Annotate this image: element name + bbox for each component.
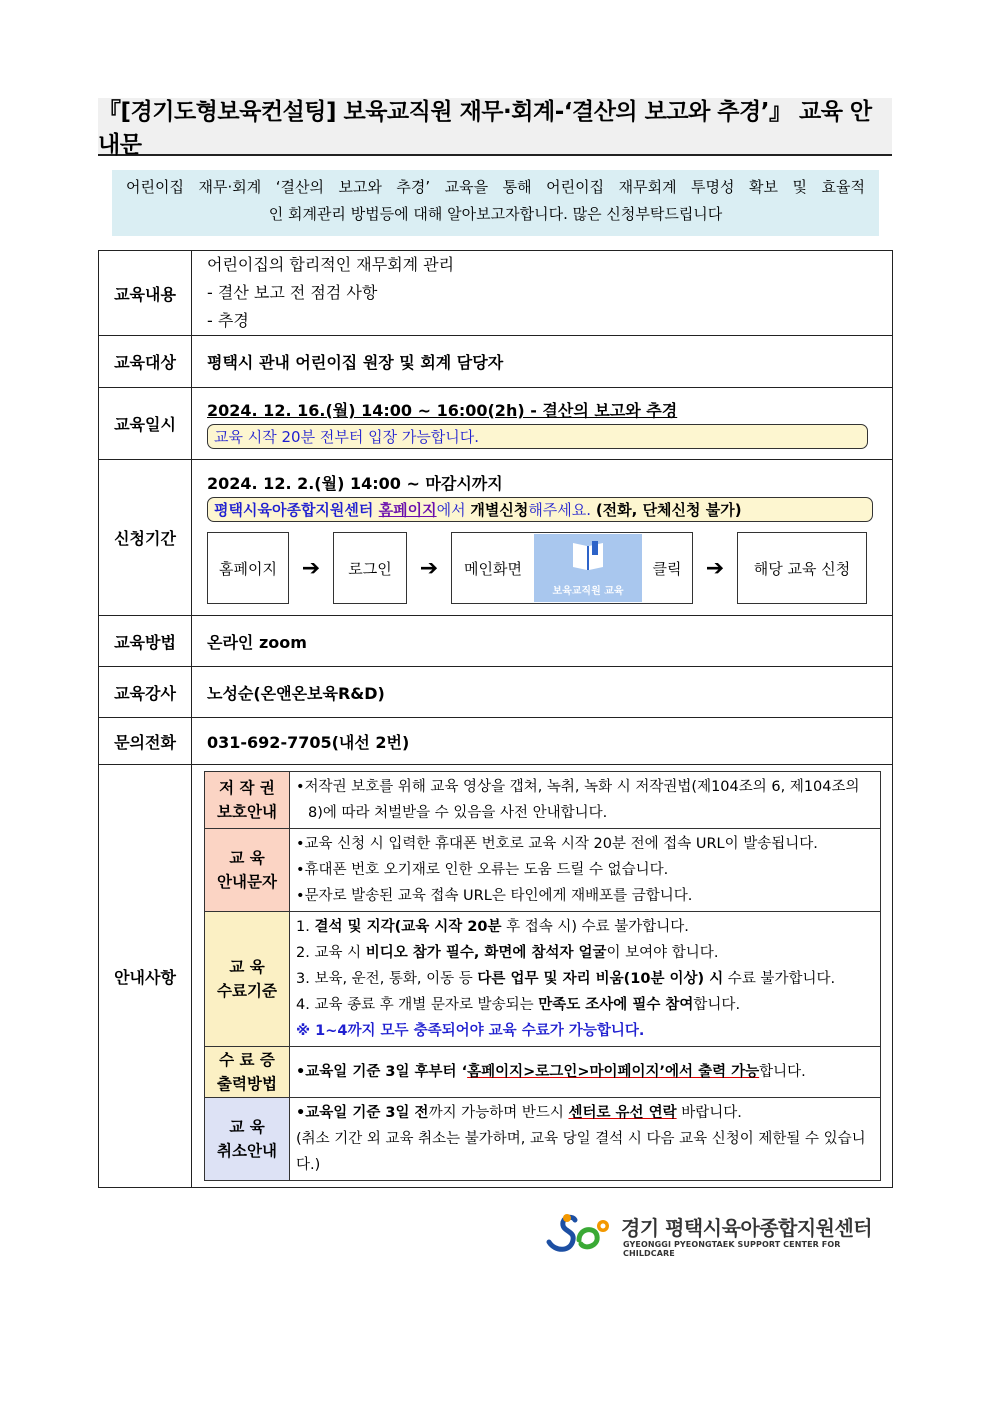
apply-note-center: 평택시육아종합지원센터 bbox=[214, 501, 379, 519]
apply-note-c: 에서 bbox=[436, 501, 471, 519]
note-sms bbox=[205, 829, 881, 912]
label-content: 교육내용 bbox=[99, 251, 192, 336]
note-bullet: •교육 신청 시 입력한 휴대폰 번호로 교육 시작 20분 전에 접속 URL이 발송됩니다. bbox=[296, 836, 818, 852]
note-certificate bbox=[205, 1047, 881, 1098]
notice-cell bbox=[192, 765, 893, 1188]
criteria-item-4 bbox=[296, 992, 872, 1018]
cancel-text: 바랍니다. bbox=[676, 1105, 742, 1121]
info-table bbox=[98, 250, 893, 1188]
criteria-text: 합니다. bbox=[693, 997, 741, 1013]
note-label-line: 취소안내 bbox=[217, 1142, 277, 1160]
apply-note-e: 해주세요. bbox=[528, 501, 596, 519]
note-bullet: •문자로 발송된 교육 접속 URL은 타인에게 재배포를 금합니다. bbox=[296, 888, 693, 904]
row-content bbox=[99, 251, 893, 336]
note-bullet: •저작권 보호를 위해 교육 영상을 갭쳐, 녹취, 녹화 시 저작권법(제104조의 6, 제104조의 8)에 따라 처벌받을 수 있음을 사전 안내합니다. bbox=[296, 779, 860, 821]
apply-note bbox=[207, 497, 873, 522]
footer-english: GYEONGGI PYEONGTAEK SUPPORT CENTER FOR CHILDCARE bbox=[623, 1240, 841, 1258]
note-label-cancel bbox=[205, 1098, 290, 1181]
step-login: 로그인 bbox=[333, 532, 407, 604]
criteria-text: 이 보여야 합니다. bbox=[606, 945, 719, 961]
certificate-bold: •교육일 기준 3일 후부터 ‘ bbox=[296, 1064, 468, 1080]
label-notice: 안내사항 bbox=[99, 765, 192, 1188]
content-line-1: 어린이집의 합리적인 재무회계 관리 bbox=[207, 255, 455, 274]
criteria-text: 3. 보육, 운전, 통화, 이동 등 bbox=[296, 971, 478, 987]
cancel-main bbox=[296, 1100, 872, 1126]
footer-name: 경기 평택시육아종합지원센터 bbox=[621, 1216, 873, 1240]
row-method bbox=[99, 616, 893, 667]
label-schedule: 교육일시 bbox=[99, 388, 192, 460]
cancel-bold: •교육일 기준 3일 전 bbox=[296, 1105, 429, 1121]
apply-note-homepage: 홈페이지 bbox=[378, 501, 437, 519]
certificate-end: 합니다. bbox=[759, 1064, 806, 1080]
cancel-text: 까지 가능하며 반드시 bbox=[428, 1105, 569, 1121]
row-schedule bbox=[99, 388, 893, 460]
note-text-criteria bbox=[290, 912, 881, 1047]
note-label-copyright bbox=[205, 772, 290, 829]
intro-line-1: 어린이집 재무·회계 ‘결산의 보고와 추경’ 교육을 통해 어린이집 재무회계 투명성 확보 및 효율적 bbox=[126, 178, 865, 196]
certificate-path: 홈페이지>로그인>마이페이지’에서 출력 가능 bbox=[467, 1064, 760, 1080]
step-click-label: 클릭 bbox=[652, 559, 682, 578]
apply-note-individual: 개별신청 bbox=[470, 501, 529, 519]
criteria-item-2 bbox=[296, 940, 872, 966]
footer-logo bbox=[545, 1210, 895, 1258]
criteria-text: 4. 교육 종료 후 개별 문자로 발송되는 bbox=[296, 997, 539, 1013]
note-label-line: 교 육 bbox=[229, 849, 265, 867]
page-title: 『[경기도형보육컨설팅] 보육교직원 재무·회계-‘결산의 보고와 추경’』 교육 안내문 bbox=[98, 98, 892, 156]
arrow-icon: ➔ bbox=[419, 555, 439, 581]
phone-text: 031-692-7705(내선 2번) bbox=[192, 718, 893, 765]
apply-cell bbox=[192, 460, 893, 616]
apply-main: 2024. 12. 2.(월) 14:00 ~ 마감시까지 bbox=[207, 474, 503, 493]
cancel-contact: 센터로 유선 연락 bbox=[568, 1105, 677, 1121]
criteria-bold: 비디오 참가 필수, 화면에 참석자 얼굴 bbox=[365, 945, 607, 961]
education-banner-image bbox=[534, 534, 642, 602]
note-cancel bbox=[205, 1098, 881, 1181]
note-label-line: 수료기준 bbox=[217, 982, 277, 1000]
row-apply bbox=[99, 460, 893, 616]
note-label-line: 보호안내 bbox=[217, 803, 277, 821]
arrow-icon: ➔ bbox=[705, 555, 725, 581]
note-text-certificate bbox=[290, 1047, 881, 1098]
row-lecturer bbox=[99, 667, 893, 718]
step-main-screen bbox=[451, 532, 693, 604]
criteria-text: 수료 불가합니다. bbox=[723, 971, 836, 987]
arrow-icon: ➔ bbox=[301, 555, 321, 581]
label-lecturer: 교육강사 bbox=[99, 667, 192, 718]
note-label-line: 저 작 권 bbox=[219, 779, 275, 797]
criteria-item-3 bbox=[296, 966, 872, 992]
criteria-bold: 다른 업무 및 자리 비움(10분 이상) 시 bbox=[477, 971, 724, 987]
lecturer-text: 노성순(온앤온보육R&D) bbox=[192, 667, 893, 718]
schedule-cell bbox=[192, 388, 893, 460]
step-main-label: 메인화면 bbox=[464, 559, 522, 578]
step-apply-course: 해당 교육 신청 bbox=[737, 532, 867, 604]
criteria-summary: ※ 1~4까지 모두 충족되어야 교육 수료가 가능합니다. bbox=[296, 1023, 645, 1039]
apply-flow bbox=[207, 532, 882, 604]
note-bullet: •휴대폰 번호 오기재로 인한 오류는 도움 드릴 수 없습니다. bbox=[296, 862, 669, 878]
content-line-2: - 결산 보고 전 점검 사항 bbox=[207, 283, 378, 302]
content-cell bbox=[192, 251, 893, 336]
note-text-copyright bbox=[290, 772, 881, 829]
row-phone bbox=[99, 718, 893, 765]
intro-line-2: 인 회계관리 방법등에 대해 알아보고자합니다. 많은 신청부탁드립니다 bbox=[268, 205, 723, 223]
criteria-text: 1. bbox=[296, 919, 315, 935]
apply-note-restriction: (전화, 단체신청 불가) bbox=[595, 501, 742, 519]
label-target: 교육대상 bbox=[99, 336, 192, 388]
note-copyright bbox=[205, 772, 881, 829]
criteria-text: 2. 교육 시 bbox=[296, 945, 366, 961]
note-label-line: 교 육 bbox=[229, 1118, 265, 1136]
note-label-line: 안내문자 bbox=[217, 873, 277, 891]
note-label-line: 수 료 증 bbox=[219, 1051, 275, 1069]
label-phone: 문의전화 bbox=[99, 718, 192, 765]
target-text: 평택시 관내 어린이집 원장 및 회계 담당자 bbox=[192, 336, 893, 388]
label-apply: 신청기간 bbox=[99, 460, 192, 616]
schedule-note: 교육 시작 20분 전부터 입장 가능합니다. bbox=[207, 424, 868, 449]
cancel-sub: (취소 기간 외 교육 취소는 불가하며, 교육 당일 결석 시 다음 교육 신청이 제한될 수 있습니다.) bbox=[296, 1131, 866, 1173]
schedule-main: 2024. 12. 16.(월) 14:00 ~ 16:00(2h) - 결산의 보고와 추경 bbox=[207, 401, 678, 420]
step-homepage: 홈페이지 bbox=[207, 532, 289, 604]
note-label-criteria bbox=[205, 912, 290, 1047]
note-label-sms bbox=[205, 829, 290, 912]
criteria-bold: 만족도 조사에 필수 참여 bbox=[538, 997, 694, 1013]
criteria-bold: (교육 시작 20분 bbox=[394, 919, 502, 935]
criteria-bold: 결석 및 지각 bbox=[314, 919, 395, 935]
row-notice bbox=[99, 765, 893, 1188]
center-logo-icon bbox=[545, 1212, 615, 1254]
note-criteria bbox=[205, 912, 881, 1047]
certificate-text bbox=[296, 1059, 872, 1085]
content-line-3: - 추경 bbox=[207, 311, 249, 330]
criteria-text: 후 접속 시) 수료 불가합니다. bbox=[501, 919, 689, 935]
banner-caption: 보육교직원 교육 bbox=[552, 586, 624, 597]
note-label-certificate bbox=[205, 1047, 290, 1098]
note-label-line: 교 육 bbox=[229, 958, 265, 976]
note-text-sms bbox=[290, 829, 881, 912]
book-icon bbox=[571, 540, 605, 572]
label-method: 교육방법 bbox=[99, 616, 192, 667]
criteria-item-1 bbox=[296, 914, 872, 940]
note-text-cancel bbox=[290, 1098, 881, 1181]
note-label-line: 출력방법 bbox=[217, 1075, 277, 1093]
row-target bbox=[99, 336, 893, 388]
notice-table bbox=[204, 771, 881, 1181]
intro-box bbox=[112, 170, 879, 236]
method-text: 온라인 zoom bbox=[192, 616, 893, 667]
